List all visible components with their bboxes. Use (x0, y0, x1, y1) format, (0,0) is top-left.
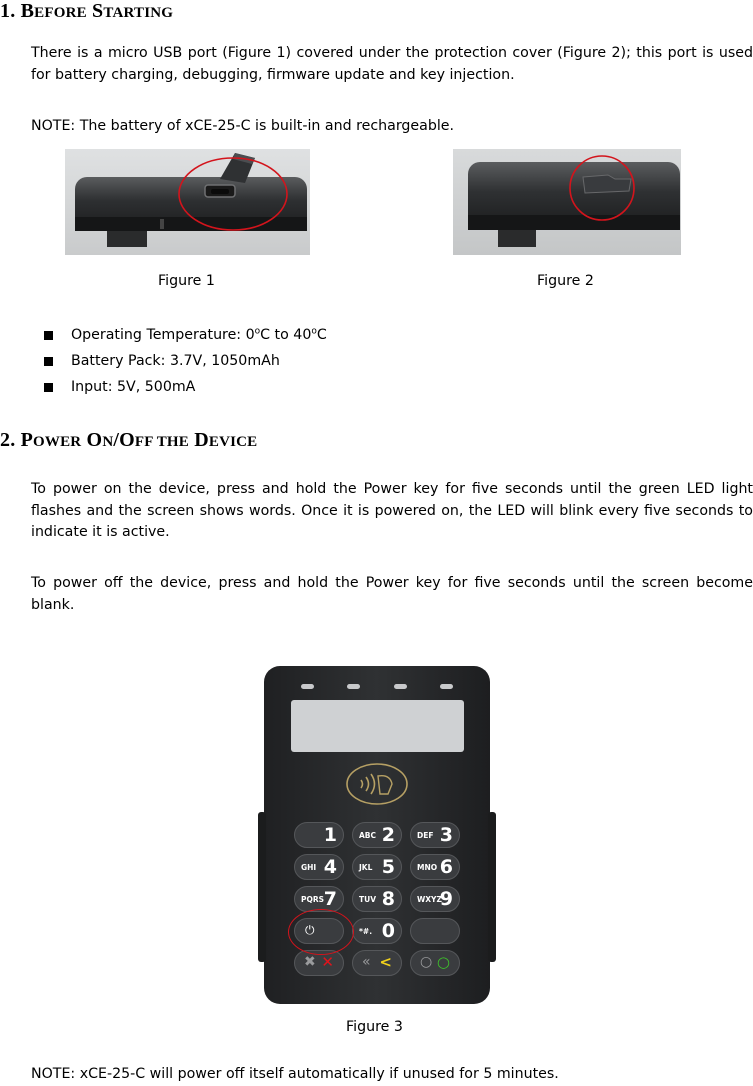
key-letters: PQRS (301, 895, 325, 904)
list-item (29, 322, 529, 348)
key-digit: 4 (323, 856, 337, 878)
section-number: 2. (0, 429, 16, 451)
battery-note: NOTE: The battery of xCE-25-C is built-in and rechargeable. (31, 118, 455, 134)
bullet-square-icon (44, 357, 53, 366)
key-digit: 3 (439, 824, 453, 846)
key-1[interactable] (294, 822, 344, 848)
key-letters: WXYZ (417, 895, 442, 904)
key-digit: 6 (439, 856, 453, 878)
power-key-highlight (288, 909, 354, 955)
list-item (29, 374, 529, 400)
key-6[interactable] (410, 854, 460, 880)
clear-icon: « (362, 954, 371, 970)
key-3[interactable] (410, 822, 460, 848)
figure3-caption: Figure 3 (346, 1019, 403, 1035)
key-digit: 7 (323, 888, 337, 910)
section-heading-before-starting (0, 0, 173, 23)
list-item (29, 348, 529, 374)
key-letters: ABC (359, 831, 377, 840)
key-4[interactable] (294, 854, 344, 880)
section-number: 1. (0, 0, 16, 22)
bullet-square-icon (44, 331, 53, 340)
key-letters: *#. (359, 927, 373, 936)
heading-word: POWER (20, 429, 82, 451)
heading-word: ON/OFF THE (86, 429, 189, 451)
key-letters: JKL (359, 863, 373, 872)
clear-color-icon: < (379, 953, 392, 971)
enter-color-icon: ○ (436, 953, 450, 971)
usb-port-paragraph: There is a micro USB port (Figure 1) covered under the protection cover (Figure 2); this port is used for battery charging, debugging, firmware update and key injection. (31, 45, 753, 83)
key-8[interactable] (352, 886, 402, 912)
auto-power-off-note: NOTE: xCE-25-C will power off itself automatically if unused for 5 minutes. (31, 1066, 559, 1082)
bullet-square-icon (44, 383, 53, 392)
cancel-color-icon: ✕ (321, 953, 334, 971)
key-digit: 0 (381, 920, 395, 942)
key-digit: 9 (439, 888, 453, 910)
power-off-paragraph: To power off the device, press and hold the Power key for five seconds until the screen become blank. (31, 575, 753, 613)
figure2-caption: Figure 2 (537, 273, 594, 289)
section-heading-power-on-off (0, 429, 257, 452)
key-letters: GHI (301, 863, 317, 872)
key-digit: 5 (381, 856, 395, 878)
enter-icon: ○ (420, 954, 433, 970)
figure1-caption: Figure 1 (158, 273, 215, 289)
power-on-paragraph: To power on the device, press and hold the Power key for five seconds until the green LED light flashes and the screen shows words. Once it is powered on, the LED will blink every five seconds to indicate it is active. (31, 481, 753, 540)
spec-list (29, 322, 529, 400)
key-digit: 2 (381, 824, 395, 846)
figure1-photo (65, 149, 310, 255)
key-digit: 8 (381, 888, 395, 910)
figure2-photo (453, 149, 681, 255)
input-spec: Input: 5V, 500mA (71, 379, 196, 395)
clear-key[interactable] (352, 950, 402, 976)
operating-temperature: Operating Temperature: 0$^o$C to 40$^o$C (71, 326, 327, 343)
keypad (258, 662, 496, 1006)
key-5[interactable] (352, 854, 402, 880)
key-digit: 1 (323, 824, 337, 846)
heading-word: BEFORE (20, 0, 87, 22)
battery-pack-spec: Battery Pack: 3.7V, 1050mAh (71, 353, 280, 369)
key-9[interactable] (410, 886, 460, 912)
cancel-icon: ✖ (304, 954, 316, 970)
power-icon: ⏻ (305, 923, 315, 937)
key-0[interactable] (352, 918, 402, 944)
key-letters: TUV (359, 895, 377, 904)
key-letters: MNO (417, 863, 438, 872)
enter-key[interactable] (410, 950, 460, 976)
key-letters: DEF (417, 831, 434, 840)
heading-word: STARTING (92, 0, 174, 22)
key-2[interactable] (352, 822, 402, 848)
heading-word: DEVICE (194, 429, 258, 451)
blank-key[interactable] (410, 918, 460, 944)
